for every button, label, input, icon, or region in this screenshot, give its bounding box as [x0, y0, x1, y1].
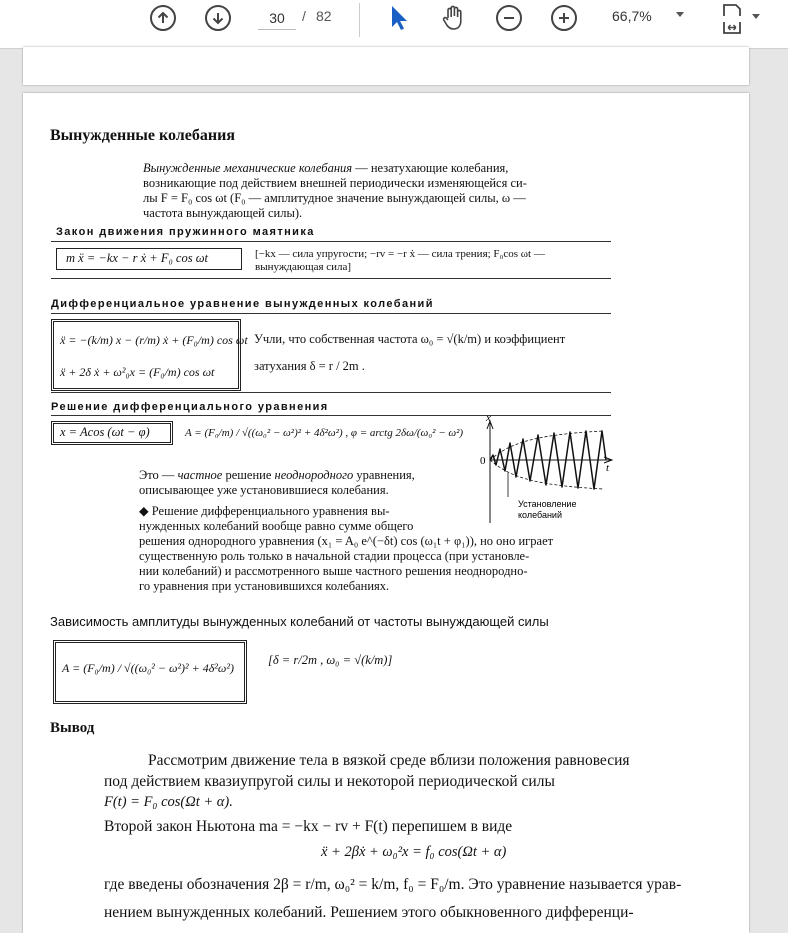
amplitude-note: [δ = r/2m , ω₀ = √(k/m)] — [268, 653, 393, 667]
bullet-line-2: нужденных колебаний вообще равно сумме общего — [139, 519, 414, 533]
bullet-line-5: нии колебаний) и рассмотренного выше частного решения неоднородно- — [139, 564, 528, 578]
graph-caption-line-1: Установление — [518, 499, 577, 509]
page-separator: / — [302, 8, 306, 24]
zoom-level-select[interactable]: 66,7% — [612, 8, 652, 24]
section-title-solution: Решение дифференциального уравнения — [51, 401, 329, 413]
cursor-pointer-icon — [388, 4, 410, 32]
spring-note — [255, 248, 545, 274]
conclusion-title: Вывод — [50, 720, 95, 736]
conclusion-line-7: нением вынужденных колебаний. Решением этого обыкновенного дифференци- — [104, 904, 634, 921]
solution-text-d: неоднородного — [274, 468, 354, 482]
formula-box-solution — [51, 421, 173, 445]
intro-paragraph — [143, 161, 527, 221]
select-tool-button[interactable] — [388, 4, 410, 32]
pdf-toolbar — [0, 0, 788, 49]
previous-page — [23, 47, 749, 85]
section-title-spring: Закон движения пружинного маятника — [56, 226, 315, 238]
spring-note-line-2: вынуждающая сила] — [255, 261, 352, 273]
page-number-input[interactable]: 30 — [258, 7, 296, 30]
intro-line-1: — незатухающие колебания, — [352, 161, 509, 175]
page-total: 82 — [316, 8, 332, 24]
formula-box-diffeq — [51, 319, 248, 391]
formula-box-amplitude — [53, 640, 247, 704]
graph-y-label: x — [486, 415, 491, 424]
diffeq-note-2: затухания δ = r / 2m . — [254, 359, 365, 373]
plus-icon — [556, 10, 572, 26]
arrow-down-icon — [209, 9, 227, 27]
solution-text-e: уравнения, — [353, 468, 415, 482]
toolbar-divider — [359, 3, 360, 37]
section-title-diffeq: Дифференциальное уравнение вынужденных колебаний — [51, 298, 434, 310]
amplitude-formula: A = (F₀/m) / √((ω₀² − ω²)² + 4δ²ω²) — [62, 661, 234, 675]
intro-line-2: возникающие под действием внешней периодически изменяющейся си- — [143, 176, 527, 190]
solution-text-b: частное — [177, 468, 223, 482]
conclusion-line-2: под действием квазиупругой силы и некоторой периодической силы — [104, 773, 555, 790]
zoom-in-button[interactable] — [551, 5, 577, 31]
conclusion-line-1: Рассмотрим движение тела в вязкой среде вблизи положения равновесия — [148, 752, 630, 769]
oscillation-build-up-graph — [478, 415, 618, 525]
pdf-page — [23, 93, 749, 933]
graph-x-label: t — [606, 462, 610, 474]
intro-term: Вынужденные механические колебания — [143, 161, 353, 175]
fit-page-icon — [720, 2, 748, 36]
minus-icon — [501, 10, 517, 26]
page-title: Вынужденные колебания — [50, 127, 235, 144]
diffeq-line-1: ẍ = −(k/m) x − (r/m) ẋ + (F₀/m) cos ωt — [60, 333, 248, 347]
arrow-up-icon — [154, 9, 172, 27]
conclusion-line-4: Второй закон Ньютона ma = −kx − rv + F(t) перепишем в виде — [104, 818, 513, 835]
intro-line-4: частота вынуждающей силы). — [143, 206, 303, 220]
bullet-line-4: существенную роль только в начальной стадии процесса (при установле- — [139, 549, 530, 563]
bullet-line-3: решения однородного уравнения (x₁ = A₀ e^(−δt) cos (ω₁t + φ₁)), но оно играет — [139, 534, 554, 548]
spring-formula: m ẍ = −kx − r ẋ + F₀ cos ωt — [66, 251, 209, 265]
previous-page-button[interactable] — [150, 5, 176, 31]
diffeq-line-2: ẍ + 2δ ẋ + ω²₀x = (F₀/m) cos ωt — [60, 365, 215, 379]
next-page-button[interactable] — [205, 5, 231, 31]
graph-origin-label: 0 — [480, 455, 486, 467]
solution-text — [139, 468, 415, 498]
solution-text-c: решение — [222, 468, 275, 482]
fit-page-button[interactable] — [720, 2, 748, 36]
section-rule — [51, 392, 611, 393]
conclusion-line-6: где введены обозначения 2β = r/m, ω₀² = k/m, f₀ = F₀/m. Это уравнение называется урав- — [104, 876, 682, 893]
section-rule — [51, 278, 611, 279]
fit-dropdown-icon[interactable] — [752, 14, 760, 19]
solution-formula: x = Acos (ωt − φ) — [60, 425, 150, 439]
intro-line-3: лы F = F₀ cos ωt (F₀ — амплитудное значение вынуждающей силы, ω — — [143, 191, 526, 205]
hand-tool-button[interactable] — [440, 4, 468, 32]
forced-oscillation-equation: ẍ + 2βẋ + ω₀²x = f₀ cos(Ωt + α) — [321, 844, 507, 860]
amplitude-dependence-title: Зависимость амплитуды вынужденных колебаний от частоты вынуждающей силы — [50, 614, 549, 629]
formula-box-spring — [56, 248, 242, 270]
hand-icon — [440, 4, 468, 32]
amplitude-phase-formula: A = (F₀/m) / √((ω₀² − ω²)² + 4δ²ω²) , φ = arctg 2δω/(ω₀² − ω²) — [185, 427, 464, 439]
force-formula: F(t) = F₀ cos(Ωt + α). — [104, 794, 233, 810]
section-rule — [51, 241, 611, 242]
bullet-line-6: го уравнения при установившихся колебаниях. — [139, 579, 390, 593]
graph-caption-line-2: колебаний — [518, 510, 562, 520]
solution-text-a: Это — — [139, 468, 178, 482]
spring-note-line-1: [−kx — сила упругости; −rv = −r ẋ — сила трения; F₀cos ωt — — [255, 248, 545, 260]
solution-text-line-2: описывающее уже установившиеся колебания. — [139, 483, 389, 497]
zoom-dropdown-icon[interactable] — [676, 12, 684, 17]
bullet-line-1: ◆ Решение дифференциального уравнения вы- — [139, 504, 390, 518]
zoom-out-button[interactable] — [496, 5, 522, 31]
section-rule — [51, 313, 611, 314]
diffeq-note-1: Учли, что собственная частота ω₀ = √(k/m) и коэффициент — [254, 332, 566, 346]
